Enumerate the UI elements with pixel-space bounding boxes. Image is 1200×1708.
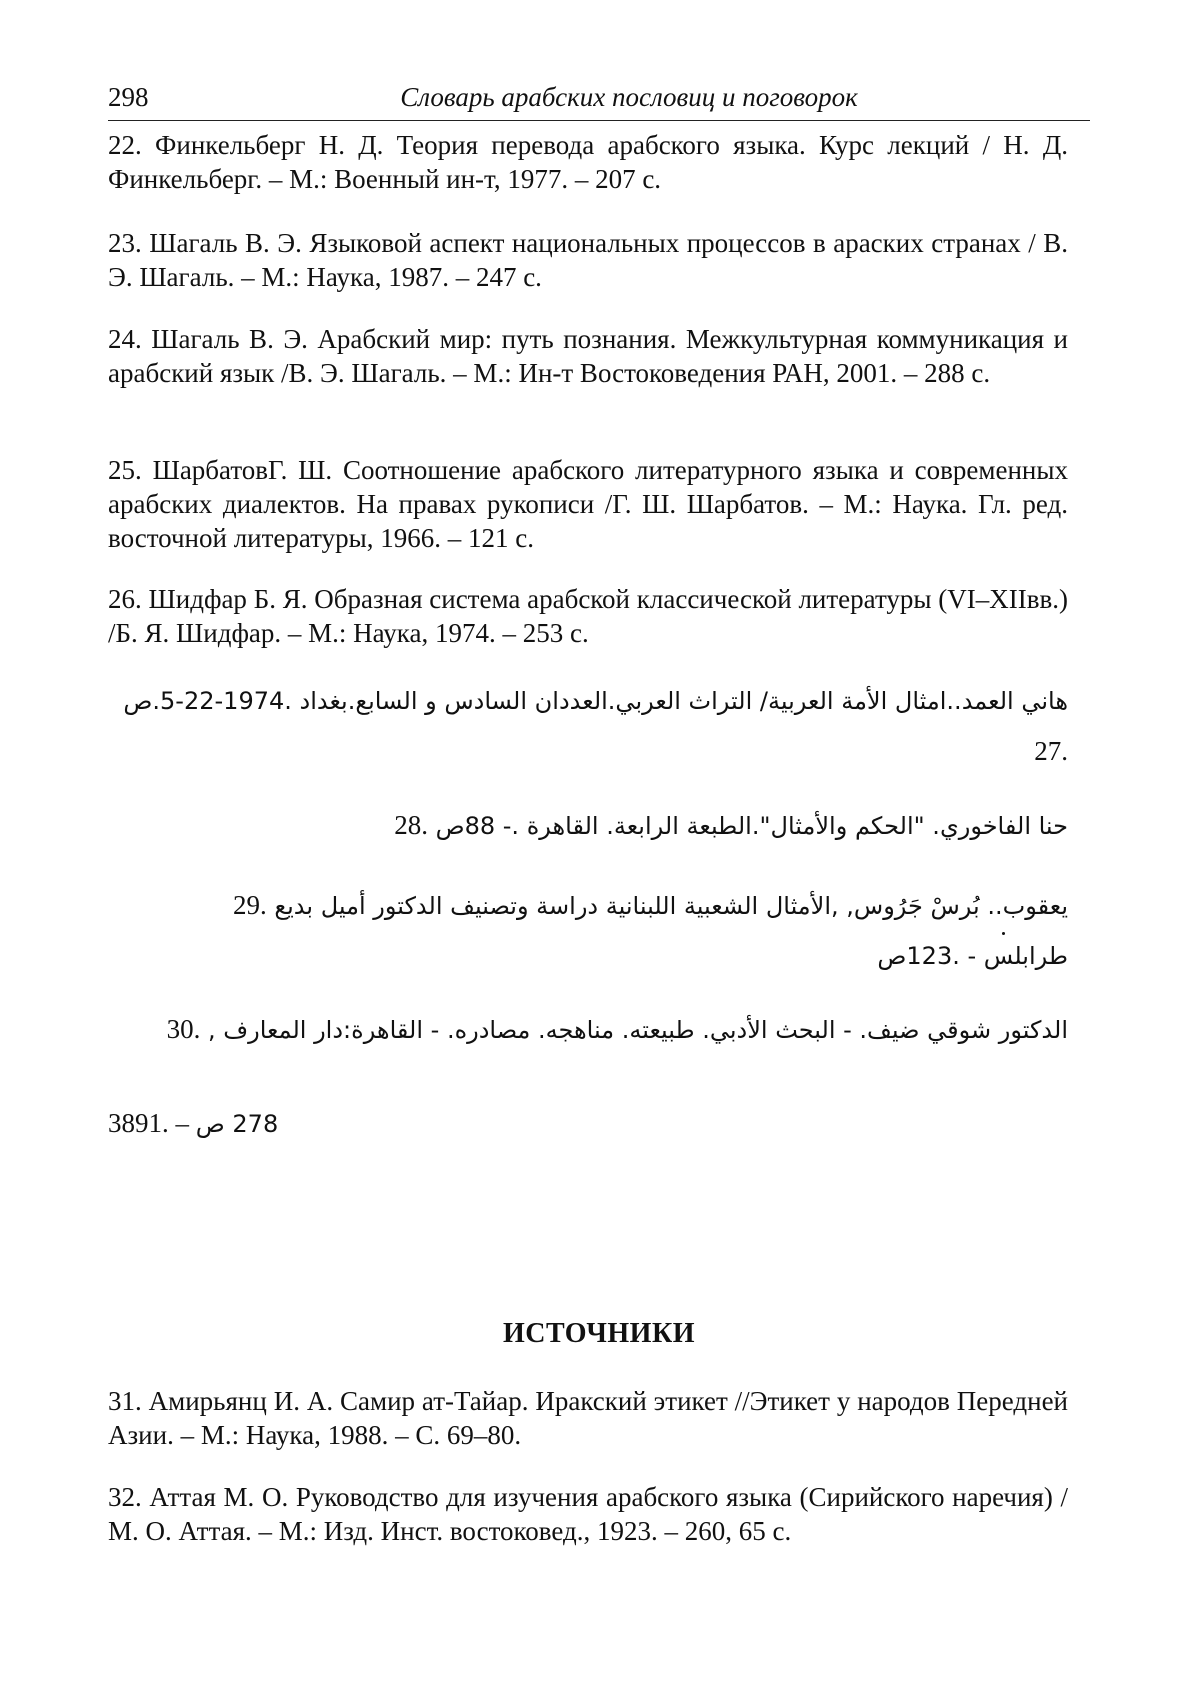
reference-entry-27 [108,676,1068,777]
section-heading-sources: ИСТОЧНИКИ [502,1318,696,1349]
reference-entry-25: 25. ШарбатовГ. Ш. Соотношение арабского литературного языка и современных арабских диалектов. На правах рукописи /Г. Ш. Шарбатов. – М.: Наука. Гл. ред. восточной литературы, 1966. – 121 с. [108,455,1068,553]
arabic-entry-line: طرابلس - .123ص [877,942,1068,970]
page-number: 298 [108,82,149,112]
reference-entry-23: 23. Шагаль В. Э. Языковой аспект национальных процессов в араских странах / В. Э. Шагаль. – М.: Наука, 1987. – 247 с. [108,228,1068,292]
entry-year: 3891. – [108,1108,189,1138]
entry-number: 30. [166,1014,201,1044]
running-header [108,80,1090,121]
reference-entry-28 [108,800,1068,851]
arabic-entry-line [108,880,1068,931]
reference-entry-30-pages [108,1106,278,1141]
running-title: Словарь арабских пословиц и поговорок [400,82,858,112]
entry-number: 27. [1034,736,1068,766]
entry-number: 29. [232,890,267,920]
arabic-entry-line [108,800,1068,851]
arabic-entry-text: هاني العمد..امثال الأمة العربية/ التراث العربي.العددان السادس و السابع.بغداد .1974-22-5.ص [123,687,1068,715]
reference-entry-22: 22. Финкельберг Н. Д. Теория перевода арабского языка. Курс лекций / Н. Д. Финкельберг. – М.: Военный ин-т, 1977. – 207 с. [108,130,1068,194]
arabic-entry-text: يعقوب.. بُرسْ جَرُوس, ,الأمثال الشعبية اللبنانية دراسة وتصنيف الدكتور أميل بديع [274,892,1068,920]
reference-entry-30 [108,1004,1068,1055]
reference-entry-24: 24. Шагаль В. Э. Арабский мир: путь познания. Межкультурная коммуникация и арабский язык /В. Э. Шагаль. – М.: Ин-т Востоковедения РАН, 2001. – 288 с. [108,324,1068,388]
entry-pages: 278 ص [195,1110,279,1138]
reference-entry-26: 26. Шидфар Б. Я. Образная система арабской классической литературы (VI–XIIвв.) /Б. Я. Шидфар. – М.: Наука, 1974. – 253 с. [108,584,1068,648]
arabic-entry-line [108,1004,1068,1055]
arabic-entry-line [108,676,1068,777]
arabic-entry-text: حنا الفاخوري. "الحكم والأمثال".الطبعة الرابعة. القاهرة .- 88ص [435,812,1068,840]
document-page [108,0,1090,1708]
source-entry-31: 31. Амирьянц И. А. Самир ат-Тайар. Иракский этикет //Этикет у народов Передней Азии. – М.: Наука, 1988. – С. 69–80. [108,1386,1068,1450]
reference-entry-29 [108,880,1068,981]
source-entry-32: 32. Аттая М. О. Руководство для изучения арабского языка (Сирийского наречия) /М. О. Аттая. – М.: Изд. Инст. востоковед., 1923. – 260, 65 с. [108,1482,1068,1546]
entry-number: 28. [394,810,428,840]
arabic-entry-text: الدكتور شوقي ضيف. - البحث الأدبي. طبيعته. مناهجه. مصادره. - القاهرة:دار المعارف , [207,1016,1068,1044]
